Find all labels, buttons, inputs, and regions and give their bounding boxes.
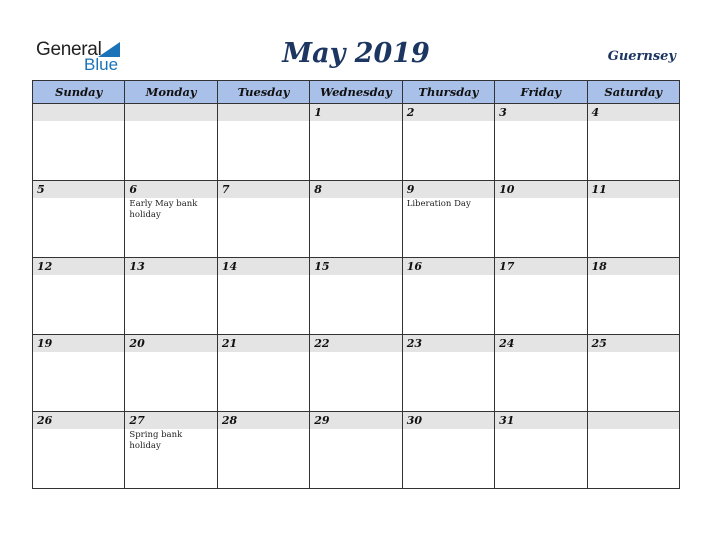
day-cell [33, 258, 125, 335]
day-cell [310, 412, 402, 489]
weekday-header-wednesday: Wednesday [310, 81, 402, 104]
day-cell [402, 335, 494, 412]
day-cell [587, 412, 679, 489]
day-number: 26 [33, 412, 124, 429]
week-row [33, 335, 680, 412]
holiday-label [33, 429, 124, 430]
holiday-label [125, 121, 216, 122]
day-number: 2 [403, 104, 494, 121]
holiday-label [403, 429, 494, 430]
day-number: 25 [588, 335, 679, 352]
weekday-header-saturday: Saturday [587, 81, 679, 104]
day-cell [495, 258, 587, 335]
calendar-grid [32, 80, 680, 489]
holiday-label [588, 121, 679, 122]
day-number: 28 [218, 412, 309, 429]
day-cell [125, 335, 217, 412]
holiday-label: Spring bank holiday [129, 430, 183, 451]
day-cell [33, 181, 125, 258]
holiday-label [310, 121, 401, 122]
day-cell [587, 181, 679, 258]
day-number [33, 104, 124, 121]
holiday-label [218, 429, 309, 430]
day-number: 15 [310, 258, 401, 275]
day-cell [402, 104, 494, 181]
day-cell [217, 412, 309, 489]
weekday-header-tuesday: Tuesday [217, 81, 309, 104]
day-number: 12 [33, 258, 124, 275]
holiday-label [218, 352, 309, 353]
day-cell [125, 412, 217, 489]
holiday-label [495, 429, 586, 430]
day-number: 4 [588, 104, 679, 121]
holiday-label [218, 275, 309, 276]
holiday-label [218, 198, 309, 199]
holiday-label [310, 198, 401, 199]
day-cell [33, 104, 125, 181]
day-number: 16 [403, 258, 494, 275]
day-number: 27 [125, 412, 216, 429]
logo-text-general: General [36, 39, 102, 60]
day-number: 7 [218, 181, 309, 198]
day-cell [33, 412, 125, 489]
day-cell [217, 258, 309, 335]
holiday-label [588, 429, 679, 430]
day-cell [125, 258, 217, 335]
day-number: 21 [218, 335, 309, 352]
day-number: 1 [310, 104, 401, 121]
day-cell [495, 104, 587, 181]
holiday-label [495, 275, 586, 276]
day-cell [217, 104, 309, 181]
day-number: 24 [495, 335, 586, 352]
calendar-title: May 2019 [282, 38, 430, 69]
holiday-label [310, 275, 401, 276]
week-row [33, 258, 680, 335]
day-cell [125, 181, 217, 258]
holiday-label [310, 429, 401, 430]
day-number: 6 [125, 181, 216, 198]
day-number: 17 [495, 258, 586, 275]
day-number [218, 104, 309, 121]
holiday-label [33, 198, 124, 199]
weekday-header-monday: Monday [125, 81, 217, 104]
day-number: 5 [33, 181, 124, 198]
day-number: 30 [403, 412, 494, 429]
day-number: 22 [310, 335, 401, 352]
day-number: 3 [495, 104, 586, 121]
weekday-header-row [33, 81, 680, 104]
holiday-label [125, 275, 216, 276]
day-cell [587, 335, 679, 412]
day-number: 10 [495, 181, 586, 198]
day-cell [310, 258, 402, 335]
country-label: Guernsey [607, 49, 676, 64]
day-number: 13 [125, 258, 216, 275]
day-cell [402, 181, 494, 258]
day-number: 20 [125, 335, 216, 352]
day-cell [217, 181, 309, 258]
weekday-header-thursday: Thursday [402, 81, 494, 104]
logo-text-blue: Blue [84, 55, 119, 74]
day-cell [495, 412, 587, 489]
holiday-label [403, 121, 494, 122]
day-number: 11 [588, 181, 679, 198]
day-cell [310, 104, 402, 181]
holiday-label [495, 198, 586, 199]
day-cell [495, 335, 587, 412]
holiday-label: Liberation Day [406, 199, 471, 209]
holiday-label [33, 121, 124, 122]
holiday-label [310, 352, 401, 353]
holiday-label [218, 121, 309, 122]
holiday-label [33, 352, 124, 353]
day-cell [310, 181, 402, 258]
holiday-label [125, 352, 216, 353]
holiday-label: Early May bank holiday [129, 199, 198, 220]
day-cell [125, 104, 217, 181]
day-number: 31 [495, 412, 586, 429]
holiday-label [588, 352, 679, 353]
day-number: 9 [403, 181, 494, 198]
day-number [588, 412, 679, 429]
week-row [33, 412, 680, 489]
holiday-label [403, 275, 494, 276]
day-cell [495, 181, 587, 258]
day-cell [402, 412, 494, 489]
holiday-label [588, 275, 679, 276]
weekday-header-friday: Friday [495, 81, 587, 104]
day-cell [217, 335, 309, 412]
holiday-label [33, 275, 124, 276]
day-number: 14 [218, 258, 309, 275]
holiday-label [495, 352, 586, 353]
day-number [125, 104, 216, 121]
day-number: 29 [310, 412, 401, 429]
week-row [33, 181, 680, 258]
week-row [33, 104, 680, 181]
day-cell [587, 104, 679, 181]
day-number: 23 [403, 335, 494, 352]
day-cell [33, 335, 125, 412]
day-number: 8 [310, 181, 401, 198]
day-number: 19 [33, 335, 124, 352]
holiday-label [588, 198, 679, 199]
weekday-header-sunday: Sunday [33, 81, 125, 104]
holiday-label [403, 352, 494, 353]
day-cell [402, 258, 494, 335]
day-cell [587, 258, 679, 335]
holiday-label [495, 121, 586, 122]
day-cell [310, 335, 402, 412]
day-number: 18 [588, 258, 679, 275]
